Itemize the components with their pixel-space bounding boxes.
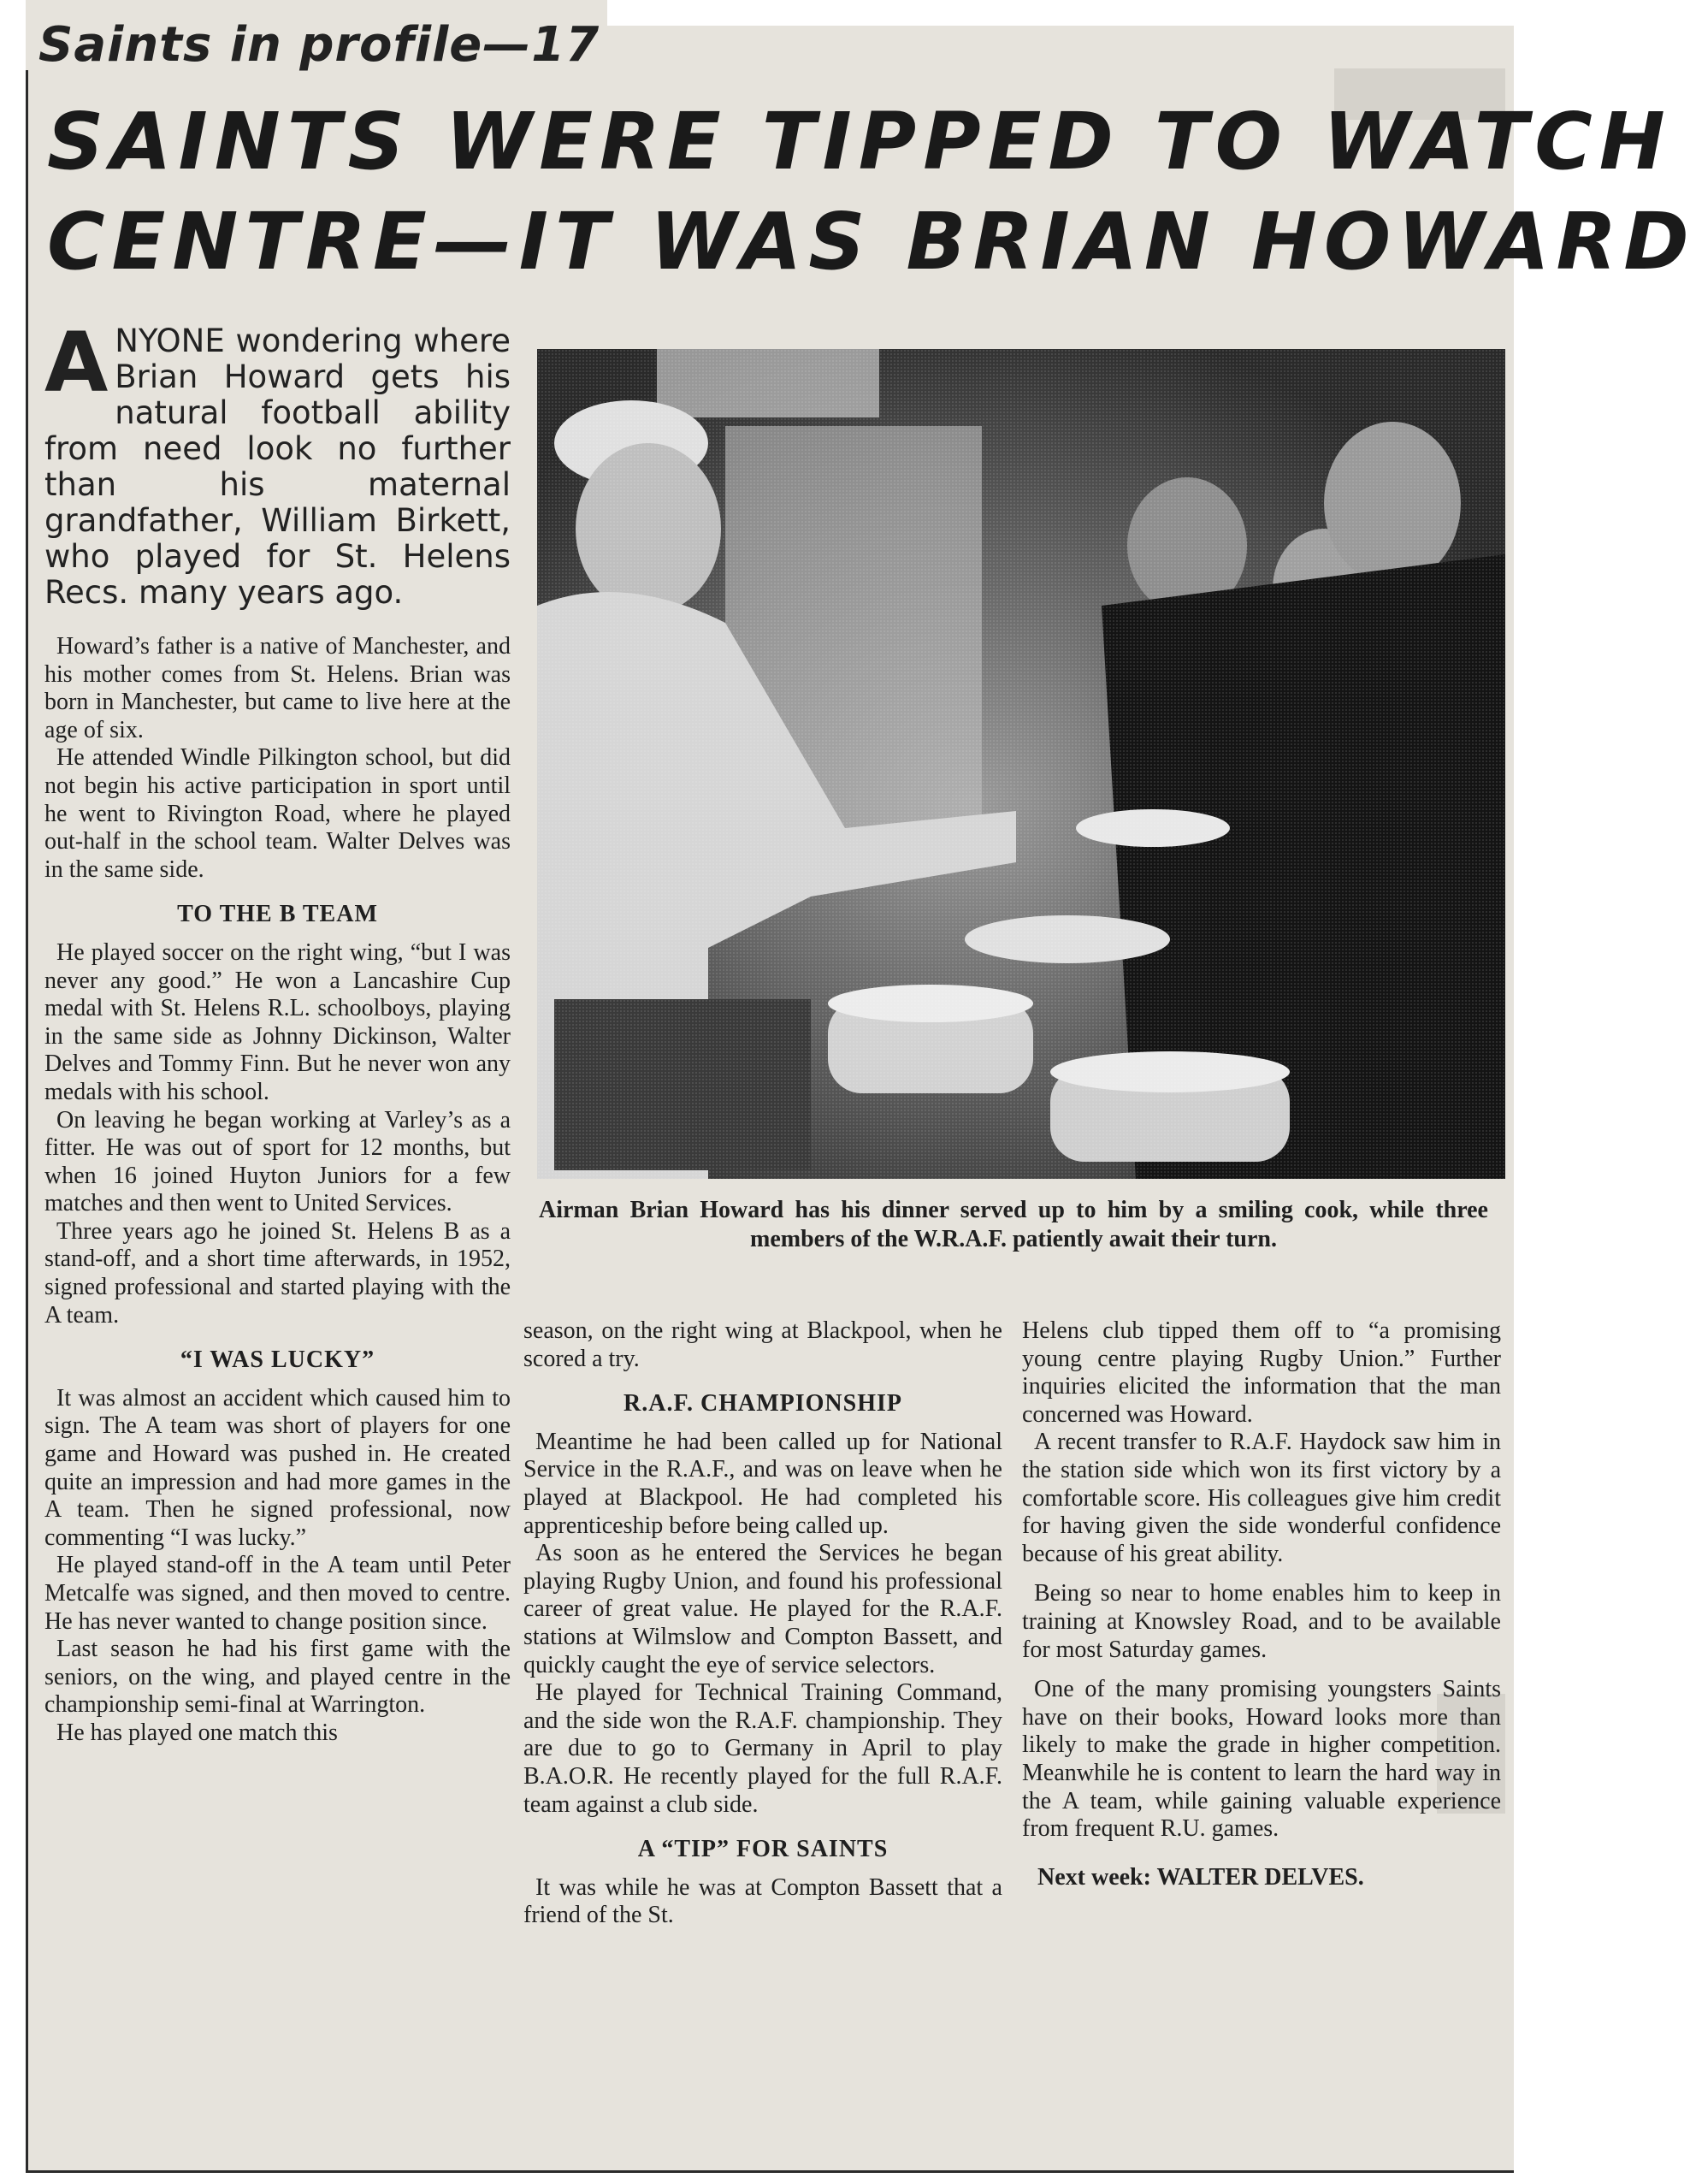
lead-paragraph — [44, 315, 511, 611]
photo-halftone — [537, 349, 1505, 1179]
subheading-tip-for-saints: A “TIP” FOR SAINTS — [637, 1836, 889, 1863]
subheading-i-was-lucky: “I WAS LUCKY” — [180, 1347, 375, 1374]
subheading-raf-championship: R.A.F. CHAMPIONSHIP — [623, 1390, 902, 1418]
body-paragraph: He played for Technical Training Command, and the side won the R.A.F. championship. They are due to go to Germany in April to play B.A.O.R. He recently played for the full R.A.F. team against a club side. — [523, 1679, 1002, 1818]
body-paragraph: Being so near to home enables him to keep in training at Knowsley Road, and to be available for most Saturday games. — [1022, 1580, 1501, 1663]
body-paragraph: As soon as he entered the Services he began playing Rugby Union, and found his professional career of great value. He played for the R.A.F. stations at Wilmslow and Compton Bassett, and quickly caught the eye of service selectors. — [523, 1540, 1002, 1678]
body-paragraph: He played soccer on the right wing, “but I was never any good.” He won a Lancashire Cup medal with St. Helens R.L. schoolboys, playing in the same side as Johnny Dickinson, Walter Delves and Tommy Finn. But he never won any medals with his school. — [44, 938, 511, 1105]
article-column-1 — [44, 633, 511, 1748]
body-paragraph: One of the many promising youngsters Saints have on their books, Howard looks more than likely to make the grade in higher competition. Meanwhile he is content to learn the hard way in the A team, while gaining valuable experience from frequent R.U. games. — [1022, 1676, 1501, 1843]
subheading-b-team: TO THE B TEAM — [177, 901, 378, 928]
drop-cap: A — [44, 315, 109, 411]
body-paragraph: season, on the right wing at Blackpool, when he scored a try. — [523, 1317, 1002, 1372]
body-paragraph: A recent transfer to R.A.F. Haydock saw him in the station side which won its first victory by a comfortable score. His colleagues give him credit for having given the side wonderful confidence because of his great ability. — [1022, 1429, 1501, 1567]
next-week-signoff: Next week: WALTER DELVES. — [1037, 1863, 1364, 1891]
body-paragraph: Last season he had his first game with the seniors, on the wing, and played centre in the championship semi-final at Warrington. — [44, 1636, 511, 1719]
photo-caption: Airman Brian Howard has his dinner served up to him by a smiling cook, while three members of the W.R.A.F. patiently await their turn. — [539, 1197, 1488, 1252]
headline-line-2: CENTRE—IT WAS BRIAN HOWARD — [47, 196, 1696, 287]
article-column-2 — [523, 1317, 1002, 1930]
news-photo — [537, 349, 1505, 1179]
body-paragraph: He played stand-off in the A team until Peter Metcalfe was signed, and then moved to centre. He has never wanted to change position since. — [44, 1552, 511, 1635]
body-paragraph: Helens club tipped them off to “a promising young centre playing Rugby Union.” Further inquiries elicited the information that the man concerned was Howard. — [1022, 1317, 1501, 1428]
lead-text: NYONE wondering where Brian Howard gets his natural football ability from need look no further than his maternal grandfather, William Birkett, who played for St. Helens Recs. many years ago. — [44, 323, 511, 611]
body-paragraph: He has played one match this — [56, 1719, 338, 1746]
body-paragraph: Howard’s father is a native of Manchester, and his mother comes from St. Helens. Brian was born in Manchester, but came to live here at the age of six. — [44, 633, 511, 743]
headline-line-1: SAINTS WERE TIPPED TO WATCH — [47, 96, 1672, 187]
body-paragraph: On leaving he began working at Varley’s as a fitter. He was out of sport for 12 months, but when 16 joined Huyton Juniors for a few matches and then went to United Services. — [44, 1106, 511, 1217]
body-paragraph: Meantime he had been called up for National Service in the R.A.F., and was on leave when he played at Blackpool. He had completed his apprenticeship before being called up. — [523, 1428, 1002, 1539]
body-paragraph: It was while he was at Compton Bassett that a friend of the St. — [523, 1873, 1002, 1929]
body-paragraph: Three years ago he joined St. Helens B as a stand-off, and a short time afterwards, in 1952, signed professional and started playing with the A team. — [44, 1217, 511, 1329]
body-paragraph: It was almost an accident which caused him to sign. The A team was short of players for one game and Howard was pushed in. He created quite an impression and had more games in the A team. Then he signed professional, now commenting “I was lucky.” — [44, 1384, 511, 1551]
article-column-3 — [1022, 1317, 1501, 1891]
series-kicker: Saints in profile—17 — [38, 17, 600, 73]
body-paragraph: He attended Windle Pilkington school, but did not begin his active participation in sport until he went to Rivington Road, where he played out-half in the school team. Walter Delves was in the same side. — [44, 744, 511, 883]
